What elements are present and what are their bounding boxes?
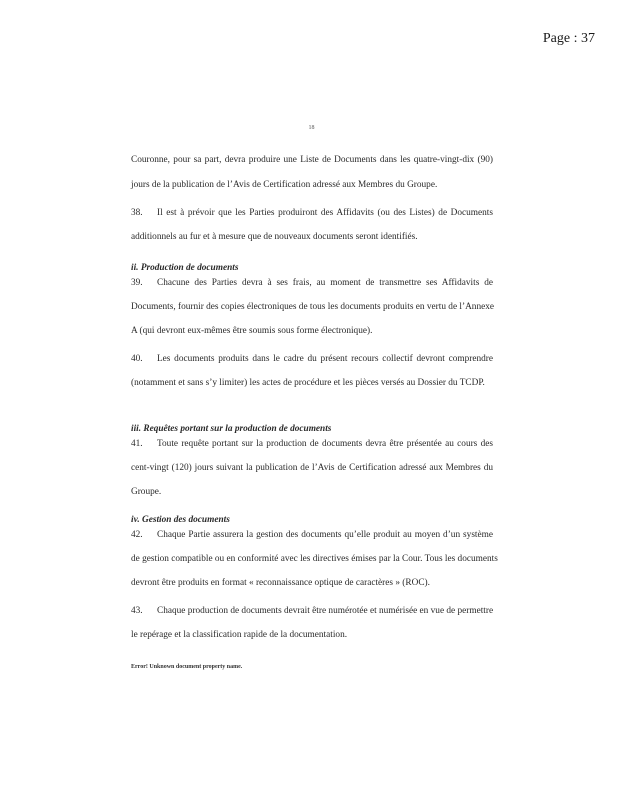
paragraph-line: Les documents produits dans le cadre du présent recours collectif devront comprendre [157,354,493,364]
paragraph-line: Couronne, pour sa part, devra produire une Liste de Documents dans les quatre-vingt-dix (90) [131,155,493,165]
paragraph-40 [131,353,493,365]
paragraph-43 [131,605,493,617]
paragraph-42 [131,529,493,541]
paragraph-line: devront être produits en format « reconnaissance optique de caractères » (ROC). [131,578,430,588]
section-heading-iv: iv. Gestion des documents [131,515,230,525]
paragraph-line: le repérage et la classification rapide de la documentation. [131,630,348,640]
paragraph-line: Chacune des Parties devra à ses frais, au moment de transmettre ses Affidavits de [157,278,493,288]
paragraph-number: 39. [131,278,143,288]
page-label: Page : 37 [542,31,595,46]
paragraph-line: cent-vingt (120) jours suivant la publication de l’Avis de Certification adressé aux Membres du [131,463,493,473]
paragraph-41 [131,438,493,450]
paragraph-line: Groupe. [131,487,162,497]
paragraph-number: 40. [131,354,143,364]
paragraph-line: Toute requête portant sur la production de documents devra être présentée au cours des [157,439,493,449]
paragraph-38 [131,207,493,219]
paragraph-line: de gestion compatible ou en conformité avec les directives émises par la Cour. Tous les documents [131,554,498,564]
paragraph-line: jours de la publication de l’Avis de Certification adressé aux Membres du Groupe. [131,180,438,190]
paragraph-line: Documents, fournir des copies électroniques de tous les documents produits en vertu de l’Annexe [131,302,495,312]
paragraph-number: 43. [131,606,143,616]
paragraph-number: 42. [131,530,143,540]
paragraph-line: Chaque Partie assurera la gestion des documents qu’elle produit au moyen d’un système [157,530,493,540]
paragraph-line: A (qui devront eux-mêmes être soumis sous forme électronique). [131,326,373,336]
paragraph-line: (notamment et sans s’y limiter) les actes de procédure et les pièces versés au Dossier du TCDP. [131,378,485,388]
paragraph-number: 38. [131,208,143,218]
paragraph-line: additionnels au fur et à mesure que de nouveaux documents seront identifiés. [131,232,418,242]
document-page-number: 18 [308,125,315,131]
section-heading-iii: iii. Requêtes portant sur la production de documents [131,424,332,434]
paragraph-line: Il est à prévoir que les Parties produiront des Affidavits (ou des Listes) de Documents [157,208,493,218]
footer-error-text: Error! Unknown document property name. [131,664,243,670]
paragraph-39 [131,277,493,289]
paragraph-number: 41. [131,439,143,449]
section-heading-ii: ii. Production de documents [131,263,239,273]
paragraph-line: Chaque production de documents devrait être numérotée et numérisée en vue de permettre [157,606,494,616]
